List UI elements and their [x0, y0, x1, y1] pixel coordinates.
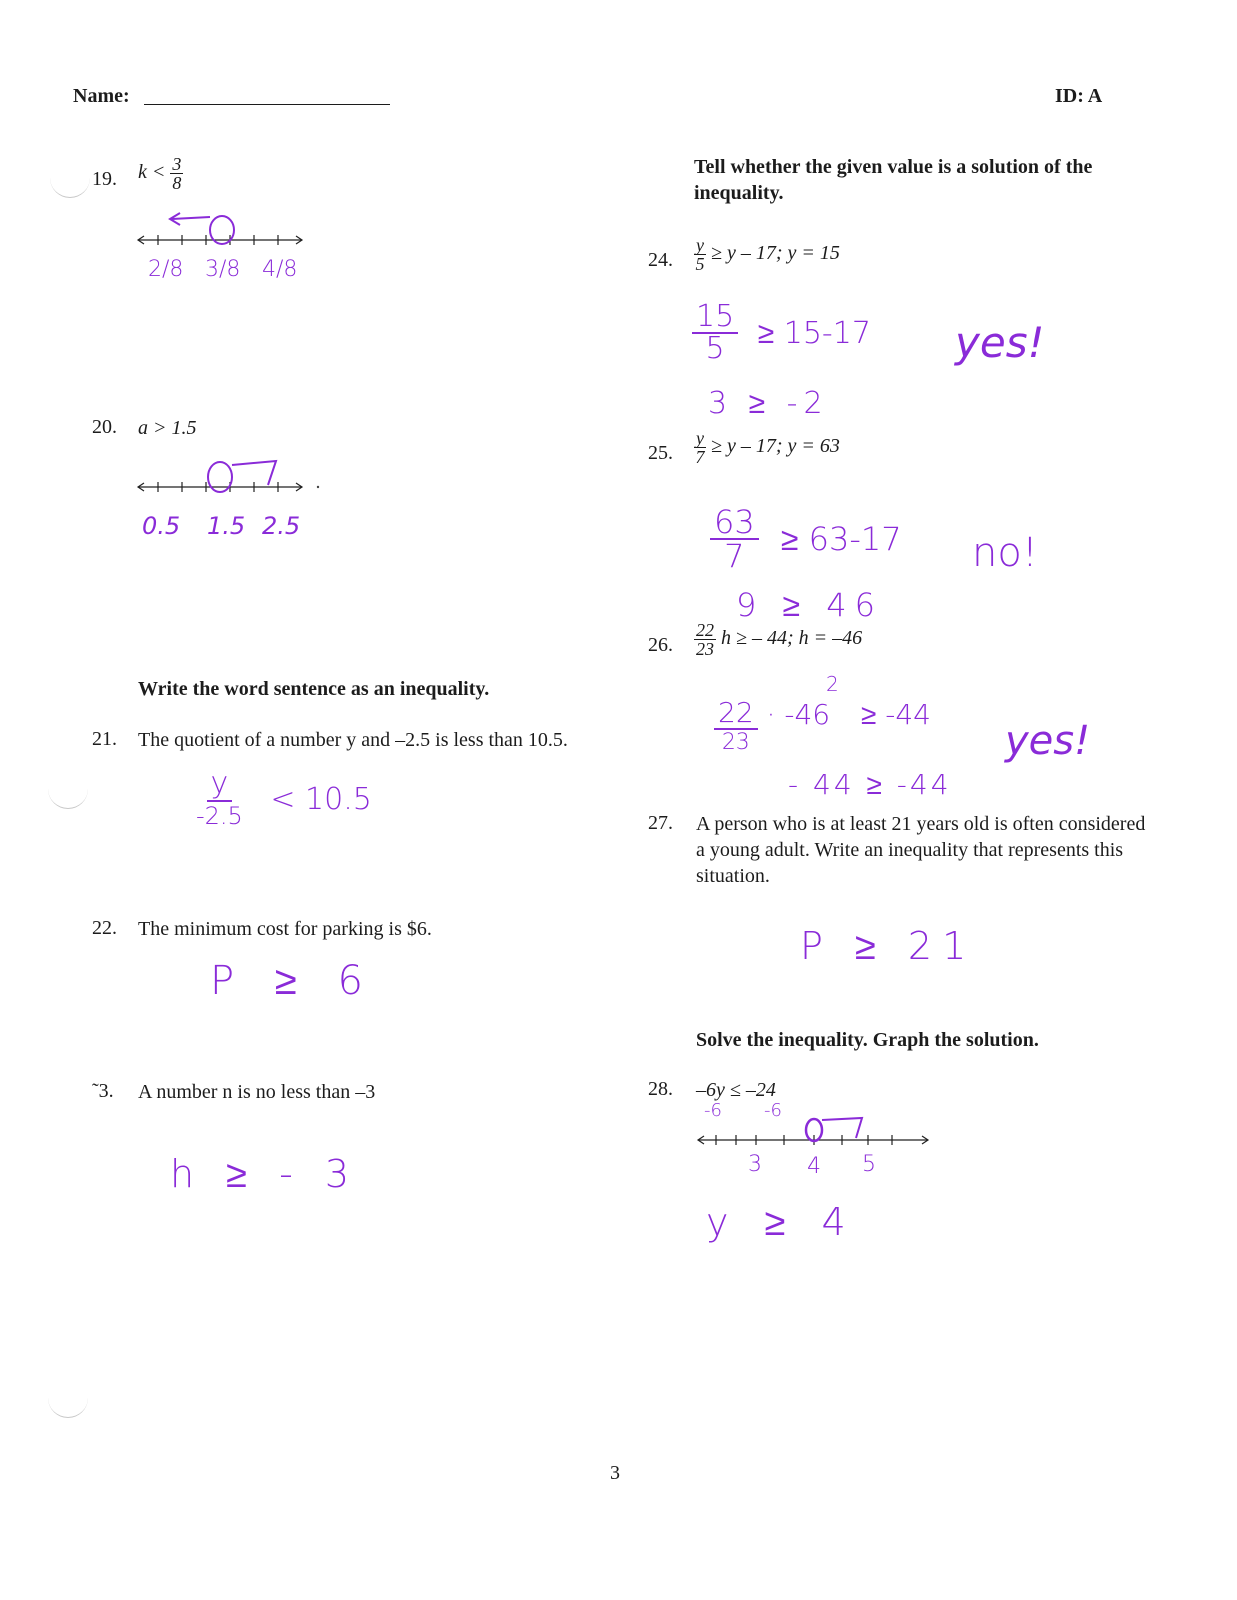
question-number: ˜3. — [92, 1080, 114, 1102]
question-number: 26. — [648, 634, 673, 656]
binder-hole-mark — [48, 786, 88, 809]
q24-handwritten-work: $\frac{15}{5}$ ≥ 15-17 — [692, 302, 871, 364]
q23-text: A number n is no less than –3 — [138, 1081, 376, 1103]
question-number: 19. — [92, 168, 117, 190]
section-heading-solve: Solve the inequality. Graph the solution. — [696, 1029, 1039, 1051]
q19-number-line — [136, 205, 306, 255]
question-number: 24. — [648, 249, 673, 271]
q22-text: The minimum cost for parking is $6. — [138, 918, 432, 940]
q24-rest: ≥ y – 17; y = 15 — [711, 242, 840, 265]
q25-hw-verdict: no! — [972, 530, 1038, 576]
q28-expression: –6y ≤ –24 — [696, 1079, 776, 1101]
q20-hw-label: 1.5 — [207, 512, 246, 540]
q25-hw-line2: 9 ≥ 46 — [736, 586, 883, 624]
q19-hw-label: 4/8 — [262, 257, 298, 282]
question-number: 20. — [92, 416, 117, 438]
q21-text: The quotient of a number y and –2.5 is less than 10.5. — [138, 729, 568, 751]
q20-hw-label: 0.5 — [142, 512, 181, 540]
q28-hw-div: -6 — [704, 1100, 722, 1121]
q28-number-line — [696, 1112, 936, 1152]
q26-hw-small: 2 — [826, 672, 839, 696]
page-number: 3 — [610, 1462, 620, 1484]
q24-hw-line2: 3 ≥ -2 — [708, 386, 829, 421]
binder-hole-mark — [50, 175, 90, 198]
q19-fraction: $\frac{3}{8}$ — [172, 154, 182, 193]
q27-text: A person who is at least 21 years old is often considered a young adult. Write an inequality that represents this situation. — [696, 813, 1146, 887]
q28-hw-answer: y ≥ 4 — [706, 1200, 858, 1244]
question-number: 28. — [648, 1078, 673, 1100]
q21-hw-fraction: y -2.5 — [196, 766, 243, 830]
q28-hw-label: 3 — [748, 1152, 762, 1177]
q19-hw-label: 3/8 — [205, 257, 241, 282]
q19-expression — [138, 155, 183, 192]
q24-expression: $\frac{y}{5}$ ≥ y – 17; y = 15 — [695, 235, 840, 274]
q26-expression: $\frac{22}{23}$ h ≥ – 44; h = –46 — [696, 620, 863, 659]
q28-hw-label: 4 — [807, 1154, 821, 1179]
section-heading-write: Write the word sentence as an inequality. — [138, 678, 490, 700]
q20-hw-label: 2.5 — [262, 512, 301, 540]
q26-handwritten-work: 22 23 · -46 ≥ -44 — [714, 698, 931, 756]
q28-hw-label: 5 — [862, 1152, 876, 1177]
section-heading-tell: Tell whether the given value is a solution of the inequality. — [694, 156, 1093, 204]
question-number: 25. — [648, 442, 673, 464]
q25-expression: $\frac{y}{7}$ ≥ y – 17; y = 63 — [695, 428, 840, 467]
question-number: 21. — [92, 728, 117, 750]
q19-hw-label: 2/8 — [148, 257, 184, 282]
q19-lhs: k < — [138, 161, 166, 184]
binder-hole-mark — [48, 1395, 88, 1418]
q25-rest: ≥ y – 17; y = 63 — [711, 435, 840, 458]
q26-hw-verdict: yes! — [1005, 718, 1091, 764]
q27-handwritten-answer: P ≥ 21 — [800, 924, 977, 968]
q24-hw-verdict: yes! — [955, 318, 1045, 367]
question-number: 27. — [648, 812, 673, 834]
q20-number-line — [136, 455, 326, 500]
name-label: Name: — [73, 85, 130, 107]
q28-hw-div: -6 — [764, 1100, 782, 1121]
question-number: 22. — [92, 917, 117, 939]
q21-handwritten-answer: y -2.5 < 10.5 — [196, 766, 372, 830]
q20-expression: a > 1.5 — [138, 417, 197, 439]
q23-handwritten-answer: h ≥ - 3 — [170, 1152, 360, 1196]
q22-handwritten-answer: P ≥ 6 — [210, 958, 377, 1004]
q25-handwritten-work: $\frac{63}{7}$ ≥ 63-17 — [710, 506, 902, 572]
id-label: ID: A — [1055, 85, 1103, 107]
name-blank-line[interactable] — [144, 104, 390, 105]
q26-hw-line2: - 44 ≥ -44 — [788, 768, 952, 801]
q26-rest: h ≥ – 44; h = –46 — [721, 627, 863, 650]
